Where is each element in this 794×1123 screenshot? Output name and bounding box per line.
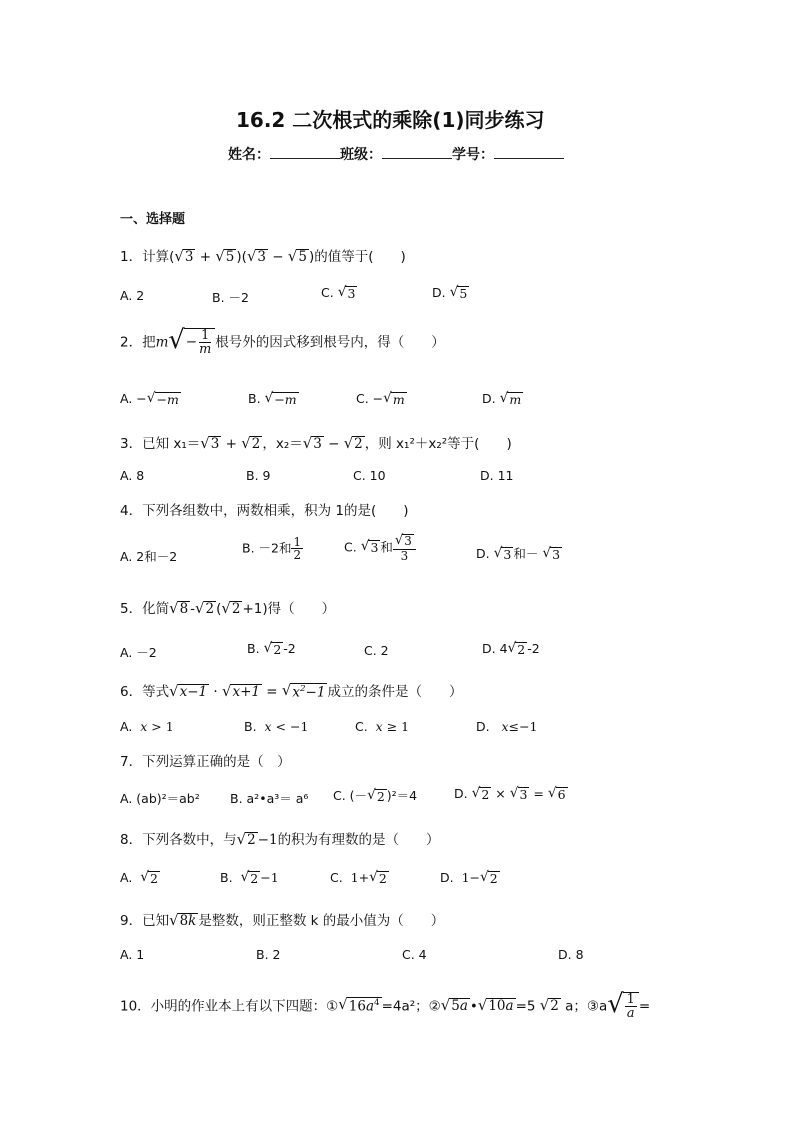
q3-option-d[interactable]: D. 11 bbox=[480, 468, 514, 483]
q5-option-b[interactable] bbox=[247, 641, 296, 657]
sqrt-x-plus-1-icon: √ x+1 bbox=[221, 681, 260, 700]
q6-option-b[interactable]: B. x < −1 bbox=[244, 719, 309, 734]
q10-text2: =4a²；② bbox=[381, 998, 441, 1015]
sqrt2-icon: √ 2 bbox=[480, 868, 498, 886]
q7-option-a[interactable]: A. (ab)²＝ab² bbox=[120, 791, 200, 806]
q8-option-b[interactable]: B. √ 2 −1 bbox=[220, 868, 279, 886]
question-4: 4．下列各组数中，两数相乘，积为 1的是( ) bbox=[120, 503, 409, 519]
page-title: 16.2 二次根式的乘除(1)同步练习 bbox=[236, 108, 545, 132]
question-5: 5．化简 √ 8 - √ 2 ( √ 2 +1)得（ ） bbox=[120, 598, 336, 617]
q6-option-c[interactable]: C. x ≥ 1 bbox=[355, 719, 410, 734]
q6-c-label: C. bbox=[355, 719, 368, 734]
q2-d-label: D. bbox=[482, 391, 496, 406]
q5-option-a[interactable]: A. －2 bbox=[120, 645, 157, 660]
q3-text1: 3．已知 x₁＝ bbox=[120, 436, 201, 452]
q7-d-label: D. bbox=[454, 786, 468, 801]
question-10: 10．小明的作业本上有以下四题：① √ $16a^4$ =4a²；② √ 5a • √ 10a =5 √ 2 a；③a √ $\frac{1}{a}$ = bbox=[120, 989, 651, 1022]
section-title: 一、选择题 bbox=[120, 212, 186, 227]
q5-text1: 5．化简 bbox=[120, 601, 170, 617]
q9-option-d[interactable]: D. 8 bbox=[558, 947, 584, 962]
q3-option-b[interactable]: B. 9 bbox=[246, 468, 271, 483]
sqrt3-icon: √ 3 bbox=[302, 433, 322, 452]
q3-option-c[interactable]: C. 10 bbox=[353, 468, 386, 483]
sqrt5-icon: √ 5 bbox=[287, 246, 307, 265]
sqrt-neg-m-icon: √ −m bbox=[264, 389, 297, 407]
name-blank[interactable] bbox=[270, 144, 340, 159]
q4-c-label: C. bbox=[344, 539, 357, 555]
q1-option-d[interactable] bbox=[432, 285, 469, 301]
sqrt2-icon: √ 2 bbox=[236, 829, 256, 848]
q4-option-c[interactable] bbox=[344, 534, 416, 562]
q4-d-label: D. bbox=[476, 546, 490, 561]
q8-text1: 8．下列各数中，与 bbox=[120, 832, 237, 848]
sqrt2-icon: √ 2 bbox=[221, 598, 241, 617]
sqrt3-icon: √ 3 bbox=[246, 246, 266, 265]
q1-option-c[interactable] bbox=[321, 285, 357, 301]
sqrt-m-icon: √ m bbox=[383, 389, 405, 407]
q6-d-label: D. bbox=[476, 719, 490, 734]
q8-b-label: B. bbox=[220, 870, 233, 885]
sqrt2-icon: √ 2 bbox=[263, 639, 282, 657]
q10-text5: = bbox=[638, 998, 651, 1015]
q7-c-label: C. (－ bbox=[333, 788, 368, 803]
q2-option-b[interactable] bbox=[248, 391, 299, 407]
q9-option-a[interactable]: A. 1 bbox=[120, 947, 145, 962]
q2-option-c[interactable]: C. − √ m bbox=[356, 389, 405, 407]
sqrt8-icon: √ 8 bbox=[169, 598, 189, 617]
sqrt-10a-icon: √ 10a bbox=[477, 996, 514, 1015]
q5-d-label: D. 4 bbox=[482, 641, 508, 656]
sqrt3-icon: √ 3 bbox=[337, 283, 356, 301]
q4-option-b[interactable] bbox=[242, 536, 303, 562]
question-2: 2．把m √ − $\frac{1}{m}$ 根号外的因式移到根号内，得（ ） bbox=[120, 325, 445, 358]
q2-option-d[interactable] bbox=[482, 391, 523, 407]
question-8: 8．下列各数中，与 √ 2 −1的积为有理数的是（ ） bbox=[120, 829, 440, 848]
sqrt2-icon: √ 2 bbox=[539, 996, 559, 1015]
sqrt2-icon: √ 2 bbox=[507, 639, 526, 657]
q4-c-and: 和 bbox=[380, 539, 393, 555]
q4-option-a[interactable]: A. 2和－2 bbox=[120, 549, 178, 564]
q6-option-d[interactable]: D. x≤−1 bbox=[476, 719, 538, 734]
question-9 bbox=[120, 909, 444, 929]
sqrt-one-over-a-icon: √ $\frac{1}{a}$ bbox=[607, 992, 639, 1021]
sqrt3-icon: √ 3 bbox=[200, 433, 220, 452]
student-info bbox=[228, 144, 564, 164]
q8-option-c[interactable]: C. 1+ √ 2 bbox=[330, 868, 387, 886]
q1-text: 1．计算( bbox=[120, 249, 175, 265]
sqrt2-icon: √ 2 bbox=[140, 868, 158, 886]
q5-text2: 得（ ） bbox=[267, 601, 336, 617]
sqrt-8k-icon: √ 8k bbox=[169, 910, 197, 929]
q3-text3: ，则 x₁²＋x₂²等于( ) bbox=[364, 436, 512, 452]
sqrt-x2-minus-1-icon: √ $x^2-1$ bbox=[281, 680, 326, 701]
q2-end: 根号外的因式移到根号内，得（ ） bbox=[215, 334, 445, 351]
q6-text1: 6．等式 bbox=[120, 684, 170, 700]
q1-d-label: D. bbox=[432, 285, 446, 300]
sqrt-16a4-icon: √ $16a^4$ bbox=[338, 995, 380, 1015]
sqrt2-icon: √ 2 bbox=[369, 868, 387, 886]
q2-option-a[interactable]: A. − √ −m bbox=[120, 389, 179, 407]
q3-text2: ，x₂＝ bbox=[262, 436, 303, 452]
sqrt2-icon: √ 2 bbox=[343, 433, 363, 452]
q3-option-a[interactable]: A. 8 bbox=[120, 468, 145, 483]
sqrt2-icon: √ 2 bbox=[471, 784, 490, 802]
q2-c-label: C. bbox=[356, 391, 369, 406]
q4-d-and: 和－ bbox=[513, 546, 539, 561]
q8-text2: 的积为有理数的是（ ） bbox=[277, 832, 440, 848]
class-label: 班级： bbox=[340, 147, 382, 163]
q4-b-label: B. －2和 bbox=[242, 540, 292, 556]
q2-a-label: A. bbox=[120, 391, 133, 406]
name-label: 姓名： bbox=[228, 147, 270, 163]
q8-d-label: D. bbox=[440, 870, 454, 885]
q9-text1: 9．已知 bbox=[120, 913, 170, 929]
sqrt3-icon: √ 3 bbox=[493, 544, 512, 562]
q8-c-label: C. bbox=[330, 870, 343, 885]
question-3: 3．已知 x₁＝ √ 3 + √ 2 ，x₂＝ √ 3 − √ 2 ，则 x₁²＋x₂²等于( ) bbox=[120, 433, 512, 452]
sqrt3-icon: √ 3 bbox=[360, 538, 379, 556]
q1-end: )的值等于( ) bbox=[308, 249, 406, 265]
sqrt3-over-3-icon: √ 3 3 bbox=[393, 534, 416, 562]
q8-a-label: A. bbox=[120, 870, 133, 885]
sqrt3-icon: √ 3 bbox=[174, 246, 194, 265]
sqrt3-icon: √ 3 bbox=[509, 784, 528, 802]
sqrt2-icon: √ 2 bbox=[240, 868, 259, 886]
question-1: 1．计算( √ 3 + √ 5 )( √ 3 − √ 5 )的值等于( ) bbox=[120, 246, 406, 265]
q4-option-d[interactable] bbox=[476, 544, 562, 562]
q1-mid: )( bbox=[236, 249, 247, 265]
sqrt2-icon: √ 2 bbox=[241, 433, 261, 452]
q7-c-tail: )²＝4 bbox=[386, 788, 418, 803]
q5-option-d[interactable] bbox=[482, 641, 540, 657]
q5-d-tail: -2 bbox=[527, 641, 540, 656]
q5-b-tail: -2 bbox=[283, 641, 296, 656]
sqrt-m-icon: √ m bbox=[499, 389, 522, 407]
q6-b-label: B. bbox=[244, 719, 257, 734]
q2-b-label: B. bbox=[248, 391, 261, 406]
q10-text4: a；③a bbox=[565, 998, 608, 1015]
sqrt3-icon: √ 3 bbox=[542, 544, 561, 562]
sqrt-5a-icon: √ 5a bbox=[440, 996, 468, 1015]
q10-text1: 10．小明的作业本上有以下四题：① bbox=[120, 998, 339, 1015]
q8-option-d[interactable]: D. 1− √ 2 bbox=[440, 868, 498, 886]
q9-option-b[interactable]: B. 2 bbox=[256, 947, 281, 962]
q7-option-c[interactable] bbox=[333, 786, 417, 804]
id-label: 学号： bbox=[452, 147, 494, 163]
q1-c-label: C. bbox=[321, 285, 334, 300]
q6-a-label: A. bbox=[120, 719, 133, 734]
q1-option-b[interactable]: B. －2 bbox=[212, 290, 249, 305]
sqrt-neg-m-icon: √ −m bbox=[146, 389, 179, 407]
id-blank[interactable] bbox=[494, 144, 564, 159]
q5-option-c[interactable]: C. 2 bbox=[364, 643, 389, 658]
sqrt2-icon: √ 2 bbox=[367, 786, 385, 804]
sqrt5-icon: √ 5 bbox=[215, 246, 235, 265]
sqrt6-icon: √ 6 bbox=[547, 784, 566, 802]
q7-option-b[interactable]: B. a²•a³＝ a⁶ bbox=[230, 791, 309, 806]
sqrt2-icon: √ 2 bbox=[195, 598, 215, 617]
q9-option-c[interactable]: C. 4 bbox=[402, 947, 427, 962]
question-7: 7．下列运算正确的是（ ） bbox=[120, 754, 291, 770]
question-6: 6．等式 √ x−1 · √ x+1 = √ $x^2-1$ 成立的条件是（ ） bbox=[120, 680, 463, 701]
sqrt-fraction-icon: √ − $\frac{1}{m}$ bbox=[168, 328, 215, 357]
q7-option-d[interactable]: D. √ 2 × √ 3 = √ 6 bbox=[454, 784, 566, 802]
q2-text: 2．把 bbox=[120, 334, 156, 351]
q9-text2: 是整数，则正整数 k 的最小值为（ ） bbox=[198, 913, 445, 929]
q10-text3: =5 bbox=[515, 998, 536, 1015]
fraction-half-icon: $\frac{1}{2}$ bbox=[293, 535, 302, 563]
sqrt-x-minus-1-icon: √ x−1 bbox=[169, 681, 208, 700]
q6-text2: 成立的条件是（ ） bbox=[327, 684, 463, 700]
class-blank[interactable] bbox=[382, 144, 452, 159]
q1-option-a[interactable]: A. 2 bbox=[120, 288, 145, 303]
q5-b-label: B. bbox=[247, 641, 260, 656]
q8-option-a[interactable] bbox=[120, 870, 160, 886]
sqrt5-icon: √ 5 bbox=[449, 283, 468, 301]
q6-option-a[interactable]: A. x > 1 bbox=[120, 719, 174, 734]
